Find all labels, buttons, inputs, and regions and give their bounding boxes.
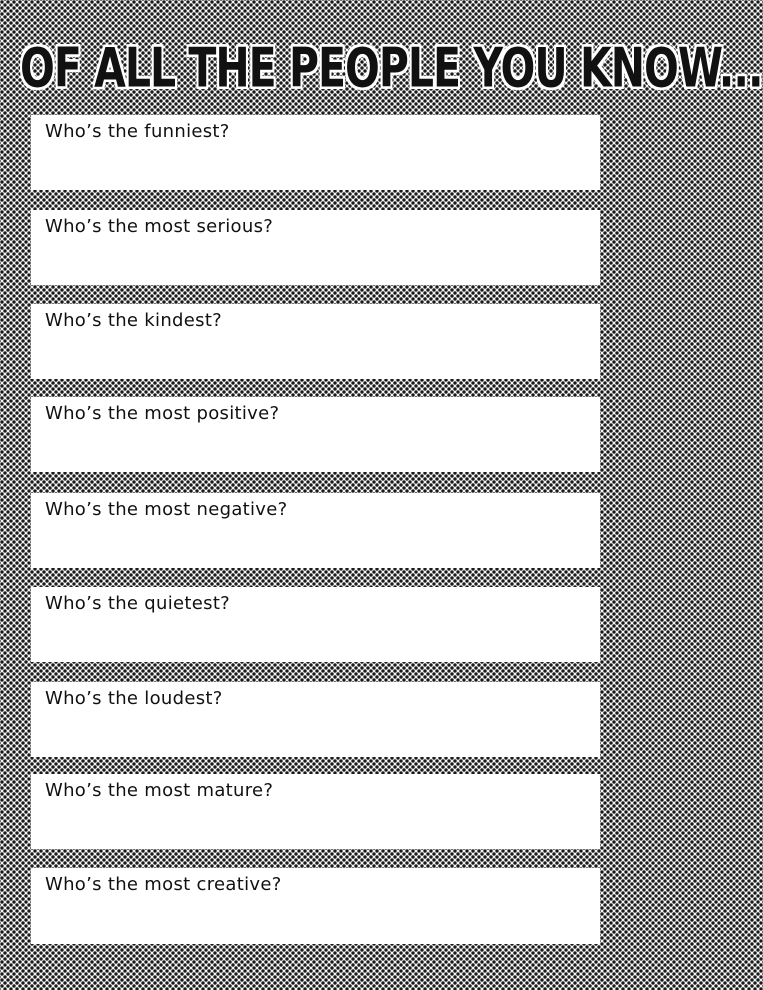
question-label: Who’s the most negative? — [45, 499, 288, 520]
question-label: Who’s the loudest? — [45, 688, 223, 709]
question-label: Who’s the most serious? — [45, 216, 274, 237]
answer-box-loudest[interactable] — [31, 682, 600, 757]
answer-box-most-negative[interactable] — [31, 493, 600, 568]
answer-box-most-positive[interactable] — [31, 397, 600, 472]
question-label: Who’s the most creative? — [45, 874, 282, 895]
answer-box-most-mature[interactable] — [31, 774, 600, 849]
question-label: Who’s the kindest? — [45, 310, 223, 331]
answer-box-funniest[interactable] — [31, 115, 600, 190]
question-label: Who’s the most mature? — [45, 780, 274, 801]
page-title: OF ALL THE PEOPLE YOU KNOW... — [20, 36, 763, 100]
question-label: Who’s the funniest? — [45, 121, 230, 142]
answer-box-quietest[interactable] — [31, 587, 600, 662]
answer-box-kindest[interactable] — [31, 304, 600, 379]
question-label: Who’s the quietest? — [45, 593, 231, 614]
answer-box-most-serious[interactable] — [31, 210, 600, 285]
question-label: Who’s the most positive? — [45, 403, 280, 424]
answer-box-most-creative[interactable] — [31, 868, 600, 944]
